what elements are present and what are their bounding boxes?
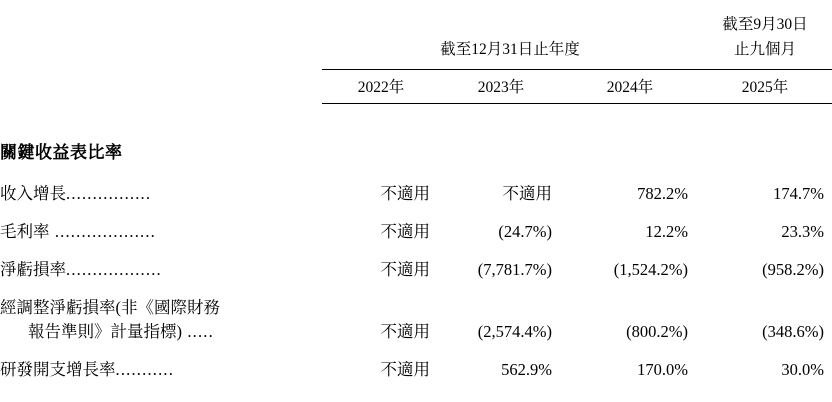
table-row-continuation (0, 287, 832, 318)
top-spacer-row (0, 0, 832, 14)
empty-cell (0, 39, 322, 64)
header-group-row (0, 39, 832, 64)
row-value-2024: (800.2%) (626, 321, 688, 341)
row-value-2024: 170.0% (637, 359, 688, 379)
row-value-2022 (322, 287, 440, 318)
row-value-2022: 不適用 (380, 359, 430, 379)
row-value-2025: 23.3% (781, 221, 824, 241)
header-year-2022: 2022年 (322, 69, 440, 103)
row-value-2023: (7,781.7%) (477, 259, 552, 279)
spacer-cell (440, 0, 562, 14)
row-value-2022: 不適用 (380, 221, 430, 241)
row-value-2023: 不適用 (502, 183, 552, 203)
empty-cell (0, 14, 322, 39)
row-value-2022: 不適用 (380, 183, 430, 203)
row-leader-dots: ................ (66, 183, 152, 203)
row-value-2023: 562.9% (501, 359, 552, 379)
spacer-cell (322, 103, 440, 134)
row-value-2023: (24.7%) (498, 221, 552, 241)
row-value-2025: 174.7% (773, 183, 824, 203)
row-value-2022: 不適用 (380, 321, 430, 341)
row-value-2025: (348.6%) (762, 321, 824, 341)
header-year-2023: 2023年 (440, 69, 562, 103)
row-label (0, 173, 322, 211)
header-year-2024: 2024年 (562, 69, 698, 103)
row-label (0, 211, 322, 249)
spacer-cell (698, 103, 832, 134)
spacer-cell (0, 0, 322, 14)
empty-cell (0, 69, 322, 103)
row-label (0, 318, 322, 349)
header-years-row (0, 69, 832, 103)
row-leader-dots: ........... (115, 359, 175, 379)
spacer-cell (322, 0, 440, 14)
row-label (0, 349, 322, 387)
row-label (0, 249, 322, 287)
table-row (0, 318, 832, 349)
header-year-ended-dec31: 截至12月31日止年度 (440, 41, 580, 59)
spacer-cell (0, 103, 322, 134)
row-value-2024 (562, 287, 698, 318)
spacer-cell (440, 103, 562, 134)
table-row (0, 211, 832, 249)
header-body-gap-row (0, 103, 832, 134)
section-title: 關鍵收益表比率 (0, 142, 123, 162)
row-value-2025 (698, 287, 832, 318)
table-row (0, 173, 832, 211)
spacer-cell (698, 0, 832, 14)
header-year-2025: 2025年 (698, 69, 832, 103)
row-value-2023 (440, 287, 562, 318)
table-row (0, 349, 832, 387)
row-label-text: 淨虧損率 (0, 259, 66, 279)
empty-cell (440, 14, 562, 39)
row-label-text: 經調整淨虧損率(非《國際財務 (0, 297, 220, 317)
row-value-2022: 不適用 (380, 259, 430, 279)
row-value-2025: (958.2%) (762, 259, 824, 279)
row-leader-dots: ..... (182, 321, 214, 341)
empty-cell (562, 14, 698, 39)
row-value-2024: 12.2% (645, 221, 688, 241)
table-row (0, 249, 832, 287)
row-value-2024: (1,524.2%) (613, 259, 688, 279)
row-value-2023: (2,574.4%) (477, 321, 552, 341)
row-label-text: 報告準則》計量指標) (28, 321, 182, 341)
spacer-cell (562, 0, 698, 14)
row-label-text: 毛利率 (0, 221, 50, 241)
empty-cell (322, 14, 440, 39)
row-label (0, 287, 322, 318)
row-value-2025: 30.0% (781, 359, 824, 379)
header-nine-months-line2: 止九個月 (733, 41, 796, 59)
section-title-row (0, 134, 832, 173)
row-leader-dots: .................. (66, 259, 162, 279)
spacer-cell (562, 103, 698, 134)
row-leader-dots: ................... (49, 221, 156, 241)
row-label-text: 收入增長 (0, 183, 66, 203)
header-group-right-line1-row (0, 14, 832, 39)
header-nine-months-line1: 截至9月30日 (722, 16, 808, 33)
row-label-text: 研發開支增長率 (0, 359, 116, 379)
row-value-2024: 782.2% (637, 183, 688, 203)
